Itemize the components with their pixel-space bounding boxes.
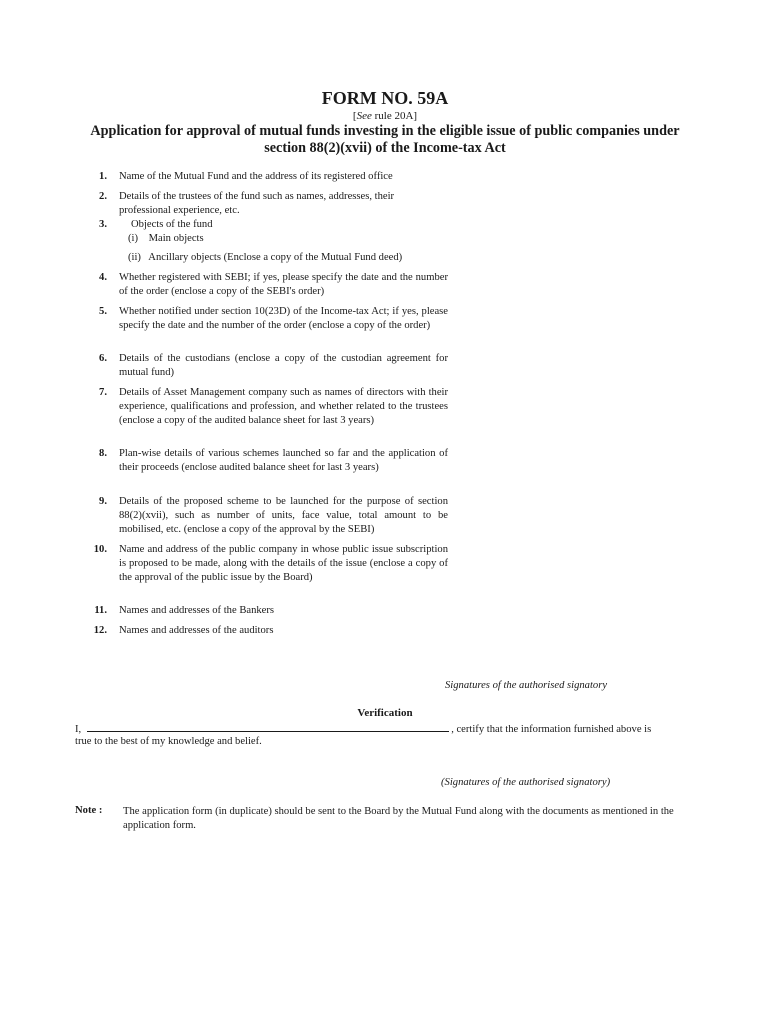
list-item bbox=[71, 218, 471, 232]
verification-heading: Verification bbox=[357, 707, 413, 719]
item-text: Details of the custodians (enclose a copy of the custodian agreement for mutual fund) bbox=[119, 353, 448, 378]
item-number: 11. bbox=[94, 605, 107, 616]
verification-statement bbox=[75, 721, 651, 735]
item-text: Whether registered with SEBI; if yes, please specify the date and the number of the order (enclose a copy of the SEBI's order) bbox=[119, 272, 448, 297]
list-item bbox=[71, 352, 471, 380]
list-item bbox=[71, 190, 471, 218]
list-item bbox=[71, 271, 471, 299]
item-number: 5. bbox=[99, 306, 107, 317]
verification-suffix: , certify that the information furnished above is bbox=[451, 724, 652, 735]
item-text: Plan-wise details of various schemes launched so far and the application of their proceeds (enclose audited balance sheet for last 3 years) bbox=[119, 448, 448, 473]
item-number: 4. bbox=[99, 272, 107, 283]
item-number: 12. bbox=[93, 625, 107, 636]
note-label: Note : bbox=[75, 805, 103, 816]
verification-prefix: I, bbox=[75, 724, 82, 735]
form-number-heading: FORM NO. 59A bbox=[321, 88, 449, 108]
bracket-open: [ bbox=[352, 110, 357, 122]
list-item bbox=[71, 624, 471, 638]
rule-reference bbox=[0, 110, 770, 122]
list-item bbox=[71, 447, 471, 489]
item-text: Objects of the fund bbox=[131, 219, 213, 230]
item-number: 1. bbox=[99, 171, 107, 182]
objects-main: (i) Main objects bbox=[128, 233, 204, 244]
list-item bbox=[71, 170, 471, 184]
item-text: Whether notified under section 10(23D) of the Income-tax Act; if yes, please specify the date and the number of the order (enclose a copy of the order) bbox=[119, 306, 448, 331]
item-number: 7. bbox=[99, 387, 107, 398]
item-text: Names and addresses of the auditors bbox=[119, 625, 274, 636]
list-item bbox=[71, 604, 471, 618]
item-text: Details of Asset Management company such as names of directors with their experience, qualifications and profession, and whether related to the trustees (enclose a copy of the audited balance sheet for last 3 years) bbox=[119, 387, 448, 426]
application-title: Application for approval of mutual funds investing in the eligible issue of public companies under section 88(2)(xvii) of the Income-tax Act bbox=[90, 123, 680, 156]
item-number: 10. bbox=[93, 544, 107, 555]
see-italic: See bbox=[356, 110, 372, 122]
objects-ancillary: (ii) Ancillary objects (Enclose a copy of the Mutual Fund deed) bbox=[128, 252, 403, 263]
list-item bbox=[71, 386, 471, 442]
list-item bbox=[71, 305, 471, 347]
item-text: Details of the proposed scheme to be launched for the purpose of section 88(2)(xvii), such as number of units, face value, total amount to be mobilised, etc. (enclose a copy of the approval by the SEBI) bbox=[119, 496, 448, 535]
name-blank-field[interactable] bbox=[87, 721, 449, 732]
item-text: Details of the trustees of the fund such as names, addresses, their professional experience, etc. bbox=[119, 191, 395, 216]
item-text: Name of the Mutual Fund and the address of its registered office bbox=[119, 171, 393, 182]
item-number: 8. bbox=[99, 448, 107, 459]
authorised-signatory-label-2: (Signatures of the authorised signatory) bbox=[441, 777, 611, 788]
rule-text: rule 20A] bbox=[374, 110, 418, 122]
item-number: 3. bbox=[99, 219, 107, 230]
item-number: 6. bbox=[99, 353, 107, 364]
item-number: 9. bbox=[99, 496, 107, 507]
verification-statement-continued: true to the best of my knowledge and belief. bbox=[75, 736, 262, 747]
list-item bbox=[71, 495, 471, 537]
item-number: 2. bbox=[99, 191, 107, 202]
item-text: Names and addresses of the Bankers bbox=[119, 605, 275, 616]
list-item bbox=[71, 543, 471, 599]
authorised-signatory-label: Signatures of the authorised signatory bbox=[445, 680, 608, 691]
item-text: Name and address of the public company in whose public issue subscription is proposed to be made, along with the details of the issue (enclose a copy of the approval of the public issue by the Board) bbox=[119, 544, 448, 583]
note-text: The application form (in duplicate) should be sent to the Board by the Mutual Fund along with the documents as mentioned in the application form. bbox=[123, 806, 674, 831]
